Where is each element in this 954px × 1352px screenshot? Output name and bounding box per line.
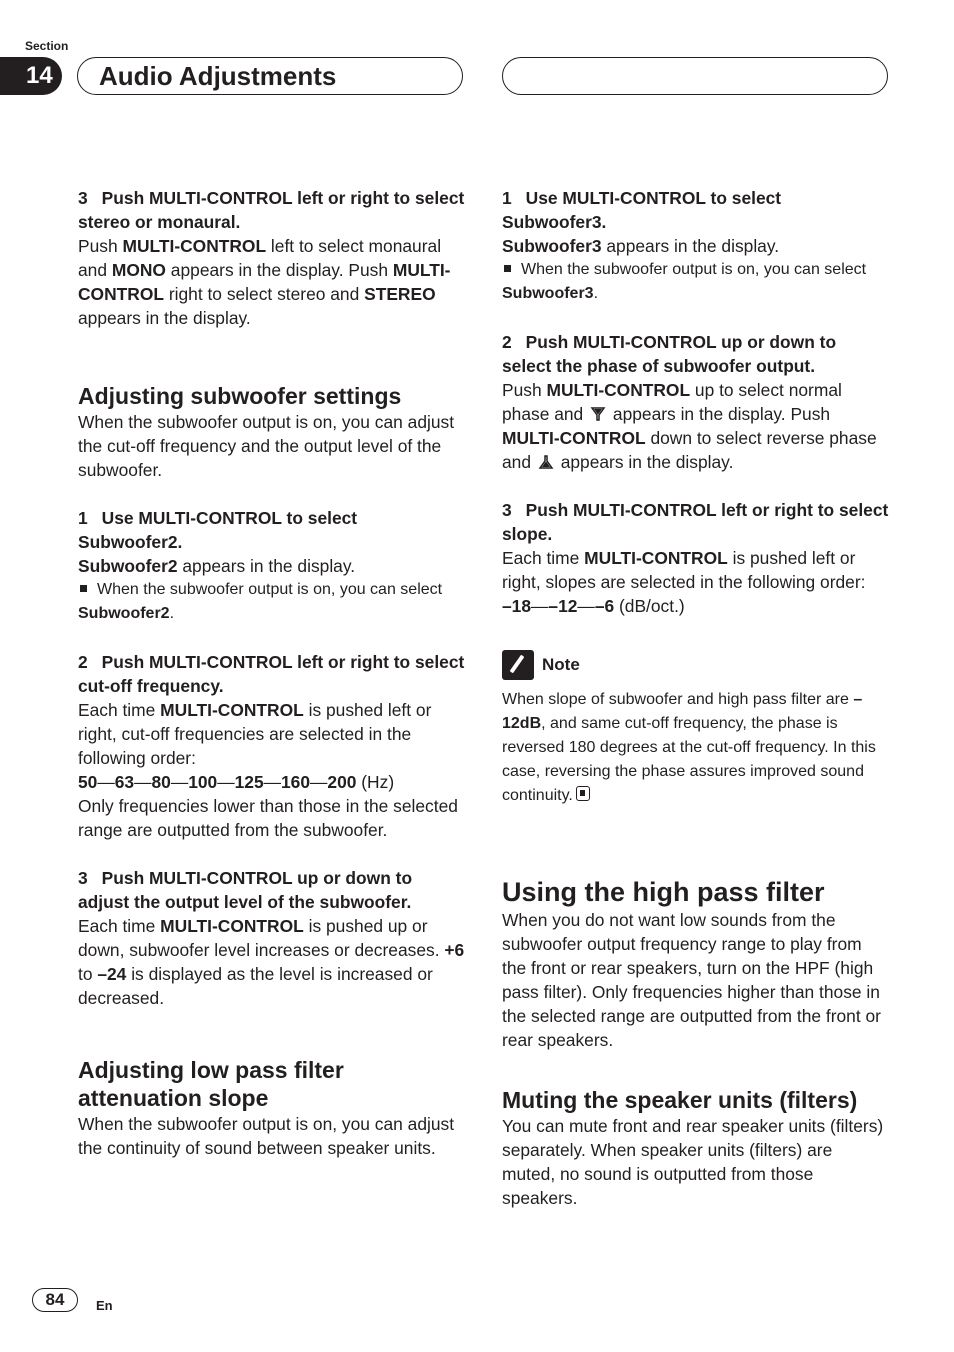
section-title-box [77,57,463,95]
slope-order: –18—–12—–6 (dB/oct.) [502,596,685,616]
step-output-level-body: Each time MULTI-CONTROL is pushed up or down, subwoofer level increases or decreases. +6 to –24 is displayed as the level is increased or decreased. [78,916,465,1008]
page-number: 84 [32,1288,78,1312]
cutoff-frequency-order: 50—63—80—100—125—160—200 (Hz) [78,772,395,792]
step-phase-title: 2 Push MULTI-CONTROL up or down to select the phase of subwoofer output. [502,332,837,376]
muting-text: You can mute front and rear speaker units (filters) separately. When speaker units (filters) are muted, no sound is outputted from those speakers. [502,1116,884,1208]
step-stereo-mono-body: Push MULTI-CONTROL left to select monaural and MONO appears in the display. Push MULTI-CONTROL right to select stereo and STEREO appears in the display. [78,236,451,328]
right-column [502,186,890,1210]
section-title: Audio Adjustments [99,61,337,91]
heading-high-pass-filter: Using the high pass filter [502,877,825,907]
header-empty-box [502,57,888,95]
reverse-phase-icon [538,454,554,470]
subwoofer-intro: When the subwoofer output is on, you can adjust the cut-off frequency and the output level of the subwoofer. [78,412,455,480]
step-phase-body: Push MULTI-CONTROL up to select normal phase and appears in the display. Push MULTI-CONTROL down to select reverse phase and appears in the display. [502,380,877,472]
heading-subwoofer-settings: Adjusting subwoofer settings [78,383,402,409]
subwoofer3-note: When the subwoofer output is on, you can select Subwoofer3. [502,261,867,302]
bullet-square-icon [80,585,87,592]
step-select-subwoofer3-body: Subwoofer3 appears in the display. [502,236,780,256]
pencil-note-icon [502,650,534,680]
section-label: Section [25,39,69,53]
step-stereo-mono-title: 3 Push MULTI-CONTROL left or right to select stereo or monaural. [78,188,465,232]
high-pass-text: When you do not want low sounds from the subwoofer output frequency range to play from the front or rear speakers, turn on the HPF (high pass filter). Only frequencies higher than those in the selected range are outputted from the front or rear speakers. [502,910,881,1050]
step-cutoff-body: Each time MULTI-CONTROL is pushed left or right, cut-off frequencies are selected in the following order: [78,700,432,768]
note-header [502,650,890,680]
cutoff-explanation: Only frequencies lower than those in the selected range are outputted from the subwoofer. [78,796,458,840]
step-select-subwoofer2-title: 1 Use MULTI-CONTROL to select Subwoofer2. [78,508,358,552]
note-text: When slope of subwoofer and high pass filter are –12dB, and same cut-off frequency, the phase is reversed 180 degrees at the cut-off frequency. In this case, reversing the phase assures improved sound continuity. [502,691,876,804]
step-slope-body: Each time MULTI-CONTROL is pushed left or right, slopes are selected in the following order: [502,548,866,592]
end-mark-icon [576,786,590,801]
normal-phase-icon [590,406,606,422]
step-cutoff-title: 2 Push MULTI-CONTROL left or right to select cut-off frequency. [78,652,465,696]
language-label: En [96,1298,113,1313]
heading-low-pass-slope: Adjusting low pass filter attenuation slope [78,1057,344,1111]
step-select-subwoofer3-title: 1 Use MULTI-CONTROL to select Subwoofer3. [502,188,782,232]
subwoofer2-note: When the subwoofer output is on, you can select Subwoofer2. [78,581,443,622]
note-label: Note [542,655,580,674]
step-select-subwoofer2-body: Subwoofer2 appears in the display. [78,556,356,576]
heading-muting-speaker-units: Muting the speaker units (filters) [502,1087,858,1113]
step-slope-title: 3 Push MULTI-CONTROL left or right to select slope. [502,500,889,544]
low-pass-intro: When the subwoofer output is on, you can adjust the continuity of sound between speaker units. [78,1114,455,1158]
bullet-square-icon [504,265,511,272]
left-column [78,186,466,1160]
step-output-level-title: 3 Push MULTI-CONTROL up or down to adjust the output level of the subwoofer. [78,868,413,912]
section-number-badge: 14 [0,57,62,95]
